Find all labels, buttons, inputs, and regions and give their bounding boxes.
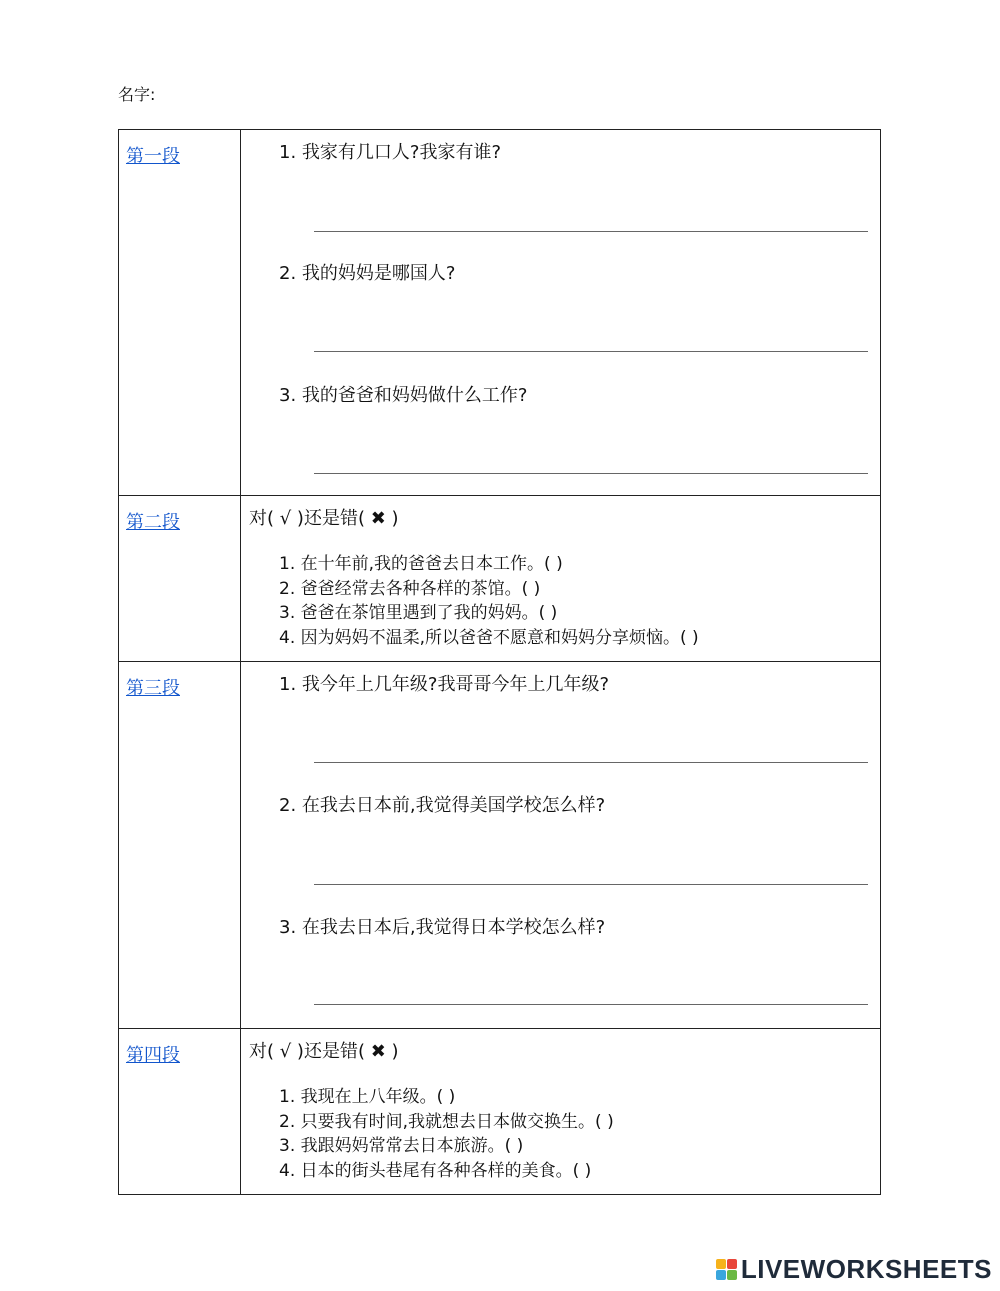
true-false-list: [279, 552, 699, 650]
question-text: 3. 我的爸爸和妈妈做什么工作?: [279, 385, 528, 406]
section-row: [119, 130, 881, 496]
answer-line[interactable]: [314, 473, 868, 474]
question-text: 2. 在我去日本前,我觉得美国学校怎么样?: [279, 795, 606, 816]
question-text: 1. 我家有几口人?我家有谁?: [279, 142, 502, 163]
list-item[interactable]: 1. 我现在上八年级。( ): [279, 1087, 456, 1107]
section-link-2[interactable]: 第二段: [126, 512, 180, 533]
liveworksheets-logo: [716, 1254, 992, 1285]
question-text: 3. 在我去日本后,我觉得日本学校怎么样?: [279, 917, 606, 938]
question-text: 2. 我的妈妈是哪国人?: [279, 263, 456, 284]
true-false-instruction: 对( √ )还是错( ✖ ): [249, 1041, 399, 1062]
list-item[interactable]: 1. 在十年前,我的爸爸去日本工作。( ): [279, 554, 563, 574]
logo-badge-tile: [716, 1270, 726, 1280]
logo-badge-tile: [727, 1259, 737, 1269]
logo-text: LIVEWORKSHEETS: [740, 1254, 992, 1284]
list-item[interactable]: 4. 因为妈妈不温柔,所以爸爸不愿意和妈妈分享烦恼。( ): [279, 627, 699, 648]
answer-line[interactable]: [314, 231, 868, 232]
section-content: [241, 130, 881, 496]
section-content: [241, 496, 881, 662]
section-content: [241, 1029, 881, 1195]
section-content: [241, 662, 881, 1029]
logo-badge-icon: [716, 1259, 737, 1280]
answer-line[interactable]: [314, 884, 868, 885]
answer-line[interactable]: [314, 762, 868, 763]
list-item[interactable]: 3. 我跟妈妈常常去日本旅游。( ): [279, 1136, 524, 1156]
worksheet-table: [118, 129, 881, 1195]
logo-badge-tile: [716, 1259, 726, 1269]
section-link-3[interactable]: 第三段: [126, 678, 180, 699]
student-name-label: 名字:: [118, 85, 156, 104]
list-item[interactable]: 2. 只要我有时间,我就想去日本做交换生。( ): [279, 1111, 614, 1132]
list-item[interactable]: 4. 日本的街头巷尾有各种各样的美食。( ): [279, 1160, 592, 1181]
section-link-4[interactable]: 第四段: [126, 1045, 180, 1066]
section-row: [119, 662, 881, 1029]
question-text: 1. 我今年上几年级?我哥哥今年上几年级?: [279, 674, 610, 695]
section-row: [119, 1029, 881, 1195]
answer-line[interactable]: [314, 351, 868, 352]
answer-line[interactable]: [314, 1004, 868, 1005]
section-row: [119, 496, 881, 662]
list-item[interactable]: 3. 爸爸在茶馆里遇到了我的妈妈。( ): [279, 603, 558, 623]
true-false-list: [279, 1085, 614, 1183]
true-false-instruction: 对( √ )还是错( ✖ ): [249, 508, 399, 529]
logo-badge-tile: [727, 1270, 737, 1280]
list-item[interactable]: 2. 爸爸经常去各种各样的茶馆。( ): [279, 578, 541, 599]
section-link-1[interactable]: 第一段: [126, 146, 180, 167]
